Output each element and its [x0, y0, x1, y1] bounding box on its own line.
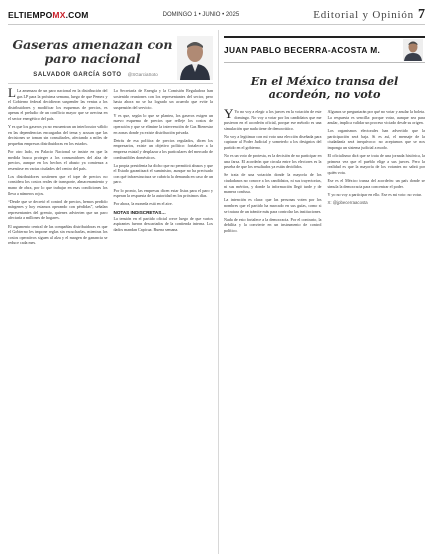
paragraph: No voy a legitimar con mi voto una elección diseñada para capturar al Poder Judicial y someterlo a los designios del partido en el gobierno. [224, 133, 322, 151]
paragraph: “Desde que se decretó el control de precios, hemos perdido márgenes y hoy estamos operando con pérdidas”, señalan representantes del gremio, quienes advierten que un paro afectaría a millones de hogares. [8, 198, 108, 221]
paragraph: Y Yo no voy a elegir a los jueces en la votación de este domingo. No voy a votar por los candidatos que me pusieron en el acordeón oficial, porque ese método es una simulación que nada tiene de democrático. [224, 106, 322, 131]
article-body [224, 106, 425, 236]
social-handle[interactable]: X: @jpbecerraacosta [327, 200, 368, 206]
brand-logo[interactable] [8, 10, 89, 20]
author-handle[interactable]: @SGarciaSoto [127, 72, 158, 77]
paragraph: La Secretaría de Energía y la Comisión Reguladora han sostenido reuniones con los representantes del sector, pero hasta ahora no se ha logrado un acuerdo que evite la suspensión del servicio. [113, 88, 213, 110]
paragraph: Los distribuidores sostienen que el tope de precios no considera los costos reales de transporte, almacenamiento y mano de obra, por lo que trabajar en esas condiciones los lleva a números rojos. [8, 173, 108, 196]
issue-date: DOMINGO 1 • JUNIO • 2025 [162, 12, 240, 18]
author-name: SALVADOR GARCÍA SOTO [33, 72, 122, 78]
paragraph: Y es que, según lo que se plantea, los gaseros exigen un nuevo esquema de precios que refleje los costos de operación y que se elimine la intervención de Gas Bienestar en zonas donde ya existe distribución privada. [113, 112, 213, 135]
author-portrait-icon [403, 39, 423, 61]
divider [8, 83, 213, 84]
paragraph: Se trata de una votación donde la mayoría de los ciudadanos no conoce a los candidatos, ni sus trayectorias, ni sus méritos, y donde la información llegó tarde y de manera confusa. [224, 172, 322, 195]
author-banner [224, 36, 425, 63]
paragraph: La propia presidenta ha dicho que no permitirá abusos y que el Estado garantizará el suministro, aunque no ha precisado con qué infraestructura se cubriría la demanda en caso de un paro. [113, 162, 213, 185]
paragraph: Algunos se preguntarán por qué no votar y anular la boleta. La respuesta es sencilla: porque votar, aunque sea para anular, implica validar un proceso viciado desde su origen. [327, 109, 425, 126]
body-column-1 [224, 106, 322, 236]
paragraph: No es un voto de protesta, es la decisión de no participar en una farsa. El acordeón que circula entre los electores es la prueba de que los resultados ya están decididos. [224, 153, 322, 170]
drop-cap: Y [224, 106, 234, 121]
paragraph: Detrás de esa política de precios regulados, dicen los empresarios, existe un objetivo político: fortalecer a la empresa estatal y desplazar a los particulares del mercado de combustibles domésticos. [113, 137, 213, 160]
notes-heading: NOTAS INDISCRETAS… [113, 209, 166, 215]
section-title: Editorial y Opinión [313, 9, 414, 21]
author-portrait-icon [177, 36, 213, 80]
brand-suffix: MX [52, 10, 66, 20]
paragraph: Nada de esto fortalece a la democracia. Por el contrario, la debilita y la convierte en un instrumento de control político. [224, 216, 322, 233]
body-column-1 [8, 85, 108, 248]
body-column-2 [114, 88, 214, 248]
paragraph: La tensión en el partido oficial crece luego de que varios aspirantes fueron descartados de la contienda interna. Los dados mandan Capicua. Buena semana. [113, 215, 213, 232]
page-number: 7 [417, 7, 425, 22]
section-header [313, 7, 425, 23]
paragraph: Y yo no voy a participar en ello. Ese es mi voto: no votar. [327, 191, 422, 197]
right-article [224, 30, 425, 554]
article-headline: Gaseras amenazan con paro nacional [12, 37, 173, 66]
paragraph: Los organismos electorales han advertido que la participación será baja. Si es así, el mensaje de la ciudadanía será inequívoco: no aceptamos que se nos imponga un sistema judicial a modo. [327, 128, 425, 151]
paragraph: Y es que los gaseros ya no encuentran un interlocutor válido en las dependencias encargadas del tema y acusan que las decisiones se toman sin consultarles, afectando a miles de pequeñas empresas distribuidoras en los estados. [8, 124, 108, 146]
paragraph: El oficialismo dirá que se trata de una jornada histórica, la primera vez que el pueblo elige a sus jueces. Pero la realidad es que la mayoría de los votantes no sabrá por quién vota. [327, 153, 425, 175]
column-divider [218, 30, 219, 554]
masthead [8, 6, 425, 25]
paragraph: El argumento central de las compañías distribuidoras es que el Gobierno les impone reglas sin escucharlas, mientras los costos operativos siguen al alza y el margen de ganancia se reduce cada mes. [8, 223, 108, 246]
paragraph: Por lo pronto, las empresas dicen estar listas para el paro y esperan la respuesta de la autoridad en los próximos días. [113, 187, 213, 199]
paragraph: Por ahora, la moneda está en el aire. [113, 201, 173, 207]
body-column-2 [328, 109, 426, 236]
paragraph: L La amenaza de un paro nacional en la distribución del gas LP para la próxima semana, luego de que Pemex y el Gobierno federal decidieron suspender las ventas a los distribuidores y modificar los esquemas de precios, es apenas el preludio de un conflicto mayor que se avecina en el sector energético del país. [8, 85, 108, 121]
paragraph: Por otro lado, en Palacio Nacional se insiste en que la medida busca proteger a los consumidores del alza de precios, aunque en los hechos el abasto ya comienza a resentirse en varias ciudades del centro del país. [8, 148, 108, 171]
paragraph: Ese es el México transa del acordeón: un país donde se simula la democracia para concentrar el poder. [327, 178, 425, 189]
article-body [8, 85, 213, 248]
brand-prefix: ELTIEMPO [8, 10, 53, 20]
drop-cap: L [8, 85, 16, 100]
paragraph: La intención es clara: que las personas voten por los nombres que el partido ha marcado en sus guías, como si se tratara de un trámite más para controlar las instituciones. [224, 197, 322, 214]
brand-tld: .COM [65, 10, 89, 20]
article-headline: En el México transa del acordeón, no voto [250, 74, 399, 101]
left-article [8, 30, 213, 554]
author-name: JUAN PABLO BECERRA-ACOSTA M. [224, 45, 381, 55]
